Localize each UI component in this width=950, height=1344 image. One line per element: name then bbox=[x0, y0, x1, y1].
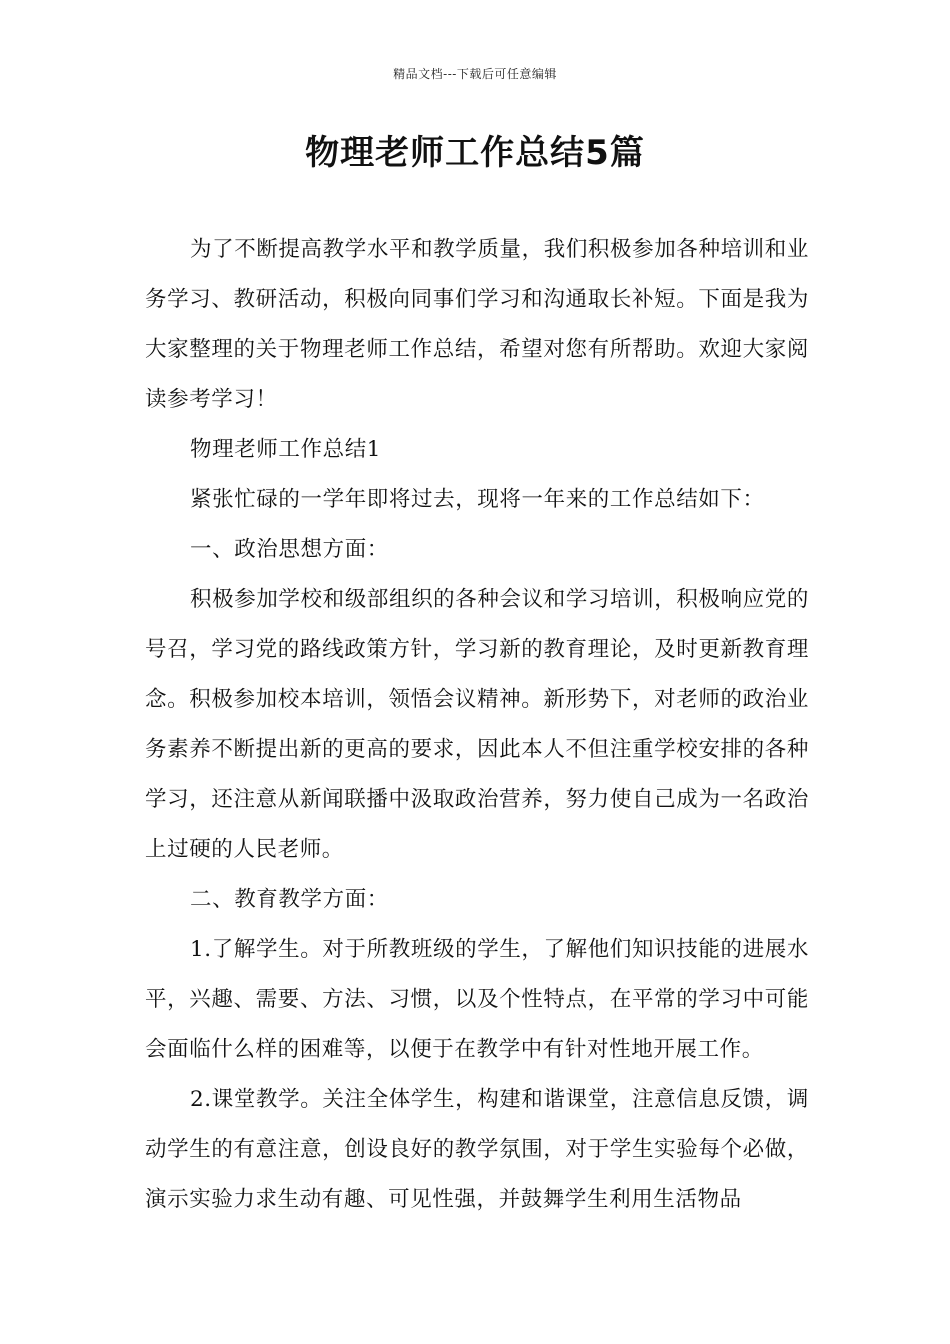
paragraph-politics: 积极参加学校和级部组织的各种会议和学习培训，积极响应党的号召，学习党的路线政策方针，学习新的教育理论，及时更新教育理念。积极参加校本培训，领悟会议精神。新形势下，对老师的政治业务素养不断提出新的更高的要求，因此本人不但注重学校安排的各种学习，还注意从新闻联播中汲取政治营养，努力使自己成为一名政治上过硬的人民老师。 bbox=[145, 587, 809, 862]
paragraph-classroom-teaching: 2.课堂教学。关注全体学生，构建和谐课堂，注意信息反馈，调动学生的有意注意，创设良好的教学氛围，对于学生实验每个必做，演示实验力求生动有趣、可见性强，并鼓舞学生利用生活物品 bbox=[145, 1087, 809, 1212]
header-note: 精品文档---下载后可任意编辑 bbox=[393, 67, 557, 81]
intro-paragraph: 为了不断提高教学水平和教学质量，我们积极参加各种培训和业务学习、教研活动，积极向同事们学习和沟通取长补短。下面是我为大家整理的关于物理老师工作总结，希望对您有所帮助。欢迎大家阅读参考学习！ bbox=[145, 237, 809, 412]
paragraph-opening: 紧张忙碌的一学年即将过去，现将一年来的工作总结如下： bbox=[190, 487, 765, 512]
document-body bbox=[145, 225, 809, 1225]
section-heading-teaching: 二、教育教学方面： bbox=[190, 887, 389, 912]
document-title: 物理老师工作总结5篇 bbox=[305, 133, 645, 173]
section-heading-politics: 一、政治思想方面： bbox=[190, 537, 389, 562]
paragraph-understand-students: 1.了解学生。对于所教班级的学生，了解他们知识技能的进展水平，兴趣、需要、方法、习惯，以及个性特点，在平常的学习中可能会面临什么样的困难等，以便于在教学中有针对性地开展工作。 bbox=[145, 937, 809, 1062]
section-heading-summary-1: 物理老师工作总结1 bbox=[190, 437, 382, 462]
